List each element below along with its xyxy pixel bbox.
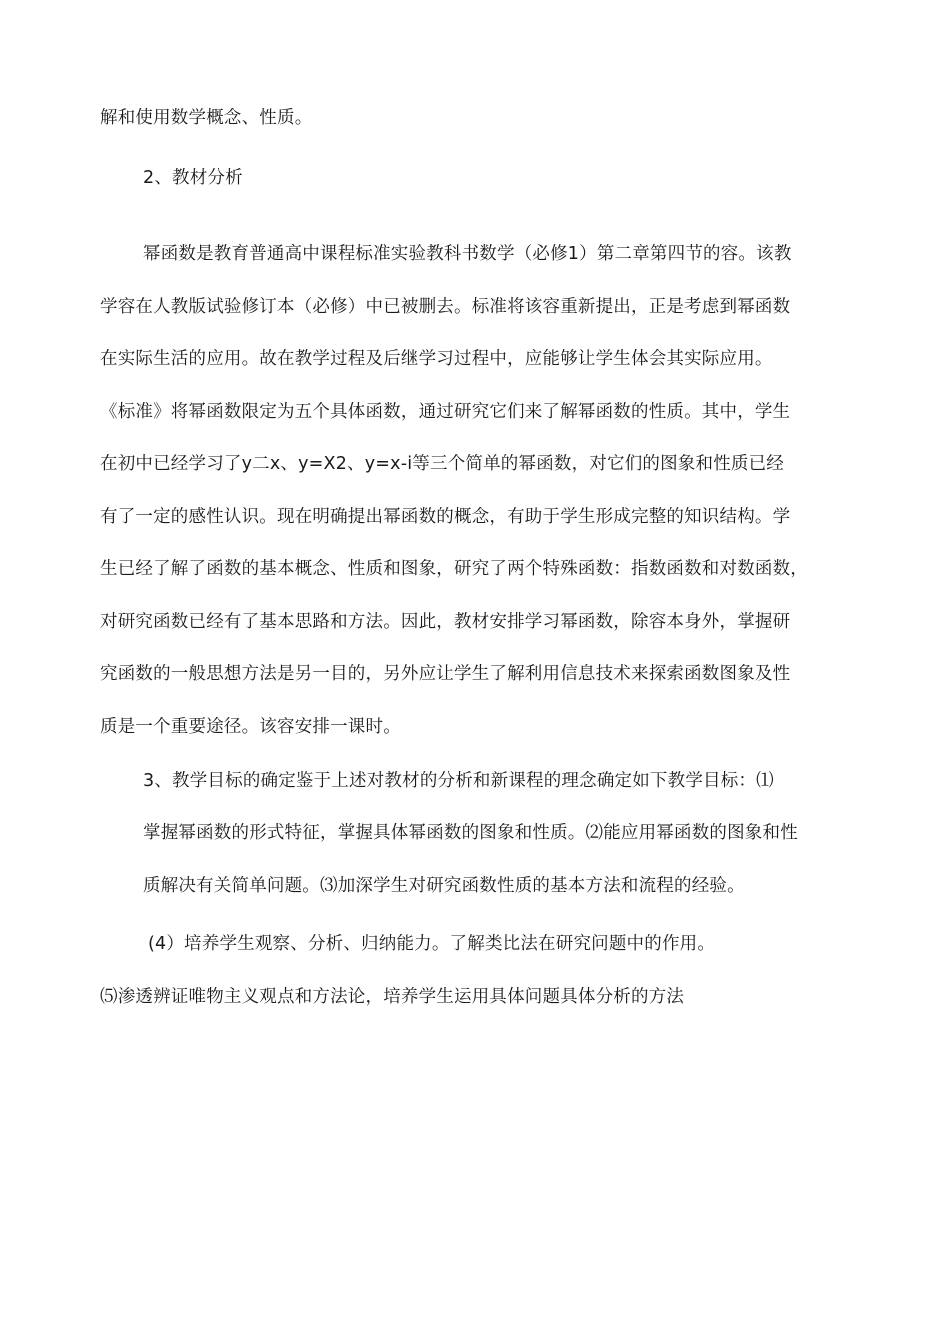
section-2-line: 生已经了解了函数的基本概念、性质和图象，研究了两个特殊函数：指数函数和对数函数， [100,559,808,579]
section-2-line: 有了一定的感性认识。现在明确提出幂函数的概念，有助于学生形成完整的知识结构。学 [100,507,791,527]
section-2-line: 幂函数是教育普通高中课程标准实验教科书数学（必修1）第二章第四节的容。该教 [143,244,792,264]
section-2-heading: 2、教材分析 [143,168,243,188]
section-2-line: 学容在人教版试验修订本（必修）中已被删去。标准将该容重新提出，正是考虑到幂函数 [100,297,791,317]
section-3-line: 质解决有关简单问题。⑶加深学生对研究函数性质的基本方法和流程的经验。 [143,876,745,896]
section-3-line: 3、教学目标的确定鉴于上述对教材的分析和新课程的理念确定如下教学目标：⑴ [143,771,774,791]
section-2-line: 在初中已经学习了y二x、y=X2、y=x-i等三个简单的幂函数，对它们的图象和性质已经 [100,454,785,474]
section-2-line: 对研究函数已经有了基本思路和方法。因此，教材安排学习幂函数，除容本身外，掌握研 [100,612,791,632]
section-2-line: 《标准》将幂函数限定为五个具体函数，通过研究它们来了解幂函数的性质。其中，学生 [100,402,791,422]
intro-tail-line: 解和使用数学概念、性质。 [100,108,313,128]
section-3-line: ⑸渗透辨证唯物主义观点和方法论，培养学生运用具体问题具体分析的方法 [100,987,685,1007]
section-2-line: 质是一个重要途径。该容安排一课时。 [100,717,401,737]
section-2-line: 究函数的一般思想方法是另一目的，另外应让学生了解利用信息技术来探索函数图象及性 [100,664,791,684]
section-3-line: 掌握幂函数的形式特征，掌握具体幂函数的图象和性质。⑵能应用幂函数的图象和性 [143,823,798,843]
section-3-line: (4）培养学生观察、分析、归纳能力。了解类比法在研究问题中的作用。 [148,934,716,954]
section-2-line: 在实际生活的应用。故在教学过程及后继学习过程中，应能够让学生体会其实际应用。 [100,349,773,369]
